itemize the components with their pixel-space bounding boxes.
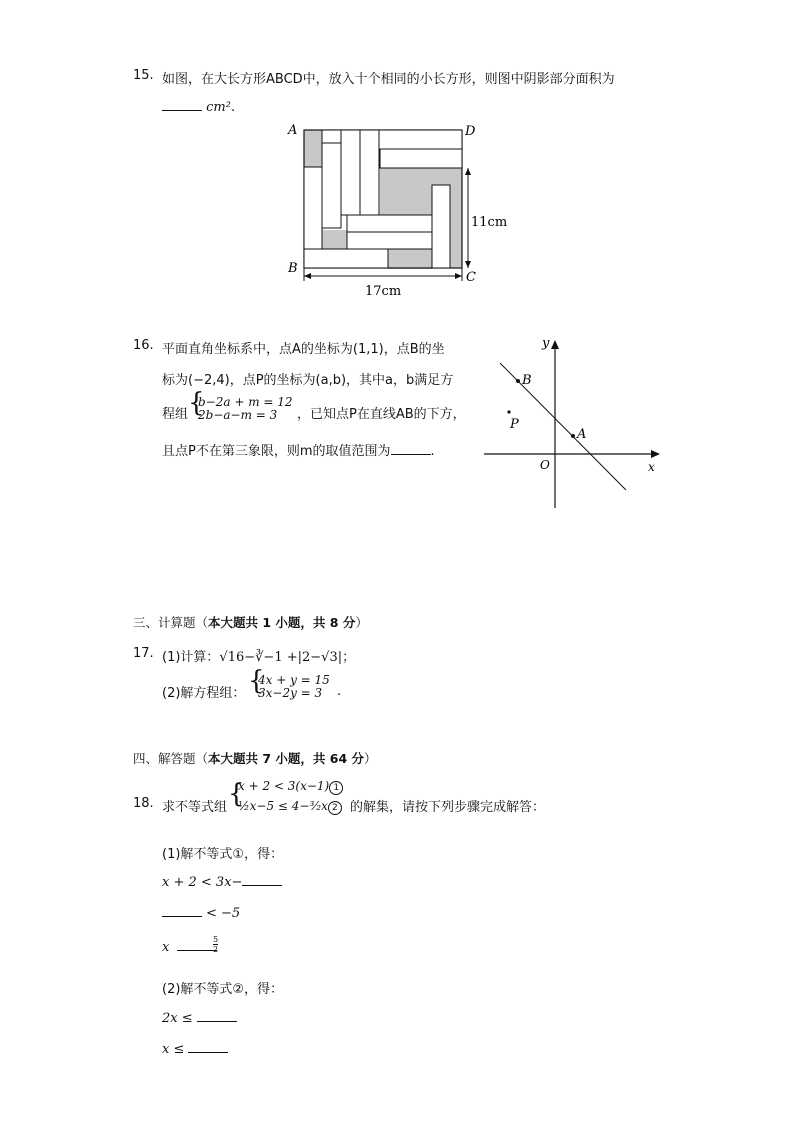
label-C: C (466, 270, 476, 285)
label-D: D (465, 124, 476, 139)
label-O: O (540, 458, 550, 472)
label-P: P (510, 417, 519, 432)
q17-equation-1: 4x + y = 15 (258, 673, 330, 687)
q16-text-line3-pre: 程组 (162, 407, 189, 422)
q17-part2-label: (2)解方程组： (162, 686, 246, 701)
q16-equation-2: 2b−a−m = 3 (198, 408, 278, 422)
small-rectangle (380, 149, 462, 168)
section4-heading (133, 749, 377, 767)
point-P (507, 410, 510, 413)
small-rectangle (432, 185, 450, 268)
section3-prefix: 三、计算题（ (133, 615, 209, 630)
q18-inequality-1 (238, 780, 343, 795)
q17-part1-label: (1)计算： (162, 650, 220, 665)
q18-blank-2[interactable] (162, 916, 202, 917)
section4-suffix: ） (364, 751, 377, 766)
x-axis-arrow (651, 450, 660, 458)
q18-fraction-5-2 (213, 935, 218, 954)
q15-answer-blank[interactable] (162, 110, 202, 111)
q17-equation-2: 3x−2y = 3 (258, 686, 323, 700)
small-rectangle (341, 130, 360, 215)
fraction-numerator: 5 (213, 935, 219, 944)
q17-number: 17. (133, 646, 154, 661)
label-B: B (288, 261, 298, 276)
q17-part1-expression: √16−∛−1 +|2−√3|； (219, 650, 356, 665)
q16-answer-blank[interactable] (391, 454, 431, 455)
q17-system-brace: { (248, 666, 265, 696)
section3-heading (133, 613, 368, 631)
q16-text-line3-post: ，已知点P在直线AB的下方， (297, 407, 466, 422)
point-B (516, 379, 520, 383)
point-A (571, 434, 575, 438)
y-axis-arrow (551, 340, 559, 349)
q18-s2-line2-text: x ≤ (162, 1042, 185, 1057)
q17-period: . (337, 684, 342, 699)
q18-inequality-2 (238, 800, 342, 815)
label-B: B (522, 373, 532, 388)
q15-period: . (230, 100, 236, 115)
q18-ineq1-text: x + 2 < 3(x−1) (238, 779, 330, 793)
q18-step1-heading: (1)解不等式①，得： (162, 847, 284, 862)
q15-rectangle-figure (280, 118, 520, 303)
q15-unit: cm² (206, 100, 231, 115)
small-rectangle (360, 130, 379, 215)
q18-s1-line3-text: x (162, 940, 170, 955)
q18-s2-line1-text: 2x ≤ (162, 1011, 193, 1026)
q17-part1 (162, 646, 355, 665)
q18-blank-3[interactable] (177, 950, 217, 951)
q18-blank-5[interactable] (188, 1052, 228, 1053)
small-rectangle (347, 232, 432, 249)
q18-step2-heading: (2)解不等式②，得： (162, 982, 284, 997)
q18-pre-text: 求不等式组 (162, 800, 228, 815)
label-A: A (288, 123, 298, 138)
circled-2-icon: 2 (328, 801, 342, 815)
small-rectangle (304, 167, 322, 249)
q18-step1-line2 (162, 906, 240, 921)
small-rectangle (347, 215, 432, 232)
section3-detail: 本大题共 1 小题，共 8 分 (208, 615, 356, 630)
q16-line4-text: 且点P不在第三象限，则m的取值范围为 (162, 444, 391, 459)
q18-number: 18. (133, 796, 154, 811)
q16-equation-1: b−2a + m = 12 (198, 395, 293, 409)
fraction-denominator: 2 (213, 945, 219, 954)
q16-coordinate-graph (480, 330, 670, 512)
q18-blank-4[interactable] (197, 1021, 237, 1022)
q18-system-brace: { (228, 779, 245, 809)
q18-s1-line1-text: x + 2 < 3x− (162, 875, 243, 890)
q16-period: . (430, 444, 435, 459)
q16-text-line4 (162, 440, 435, 459)
q18-post-text: 的解集，请按下列步骤完成解答： (350, 800, 546, 815)
section3-suffix: ） (355, 615, 368, 630)
q15-text-line1: 如图，在大长方形ABCD中，放入十个相同的小长方形，则图中阴影部分面积为 (162, 72, 615, 87)
q18-step2-line1 (162, 1011, 237, 1026)
q18-ineq2-text: ½x−5 ≤ 4−³⁄₂x (238, 799, 328, 813)
q16-system-brace: { (188, 388, 205, 418)
section4-detail: 本大题共 7 小题，共 64 分 (208, 751, 365, 766)
label-A: A (577, 427, 587, 442)
label-height: 11cm (471, 215, 508, 230)
label-width: 17cm (365, 284, 402, 299)
section4-prefix: 四、解答题（ (133, 751, 209, 766)
q18-step1-line1 (162, 875, 282, 890)
q16-text-line1: 平面直角坐标系中，点A的坐标为(1,1)，点B的坐 (162, 342, 445, 357)
circled-1-icon: 1 (329, 781, 343, 795)
q16-text-line2: 标为(−2,4)，点P的坐标为(a,b)，其中a，b满足方 (162, 373, 454, 388)
small-rectangle (322, 143, 341, 228)
q15-text-line2 (162, 100, 235, 115)
q18-blank-1[interactable] (242, 885, 282, 886)
small-rectangle (304, 249, 388, 268)
q16-number: 16. (133, 338, 154, 353)
q18-s1-line2-text: < −5 (206, 906, 241, 921)
q15-number: 15. (133, 68, 154, 83)
label-x: x (648, 460, 655, 474)
shaded-region (304, 130, 322, 167)
q18-step1-line3 (162, 940, 217, 955)
label-y: y (542, 336, 550, 351)
q18-step2-line2 (162, 1042, 228, 1057)
shaded-region (388, 249, 432, 269)
